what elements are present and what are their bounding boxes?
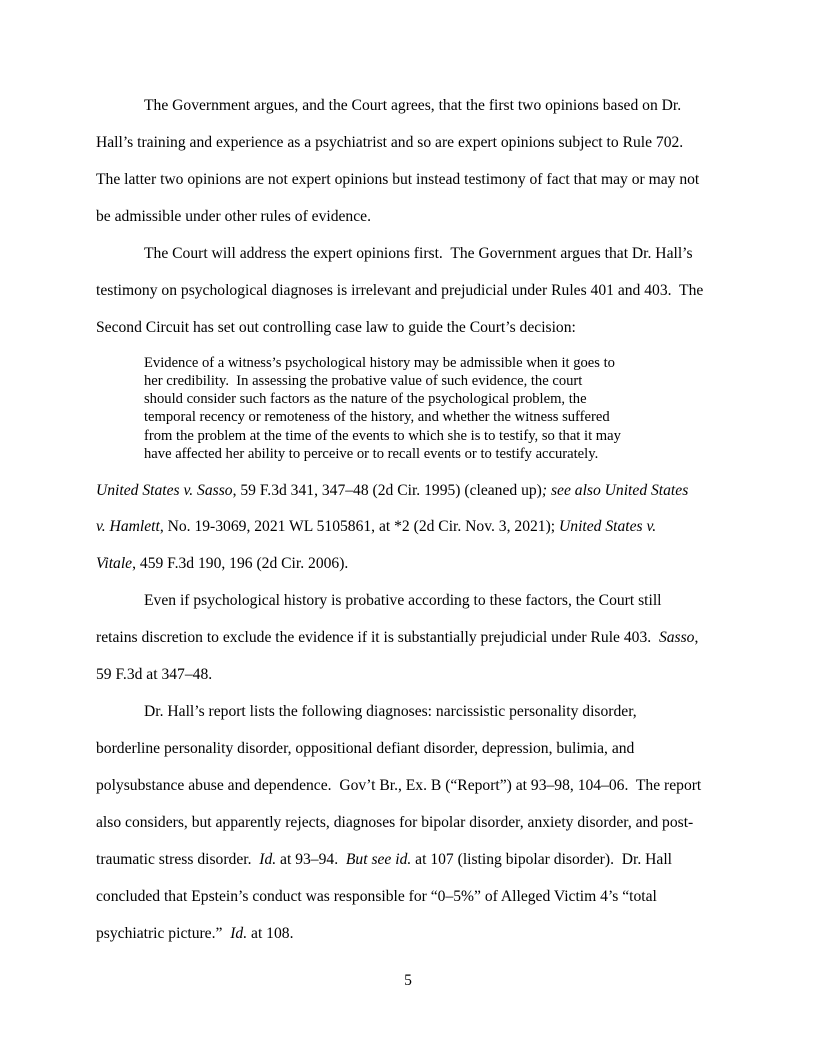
text-line: The Court will address the expert opinions first. The Government argues that Dr. Hall’s: [144, 245, 693, 262]
text-span: at 107 (listing bipolar disorder). Dr. Hall: [411, 851, 672, 868]
case-name: Sasso: [658, 629, 695, 646]
text-line: [96, 518, 656, 536]
case-name: United States v. Sasso: [96, 482, 233, 499]
text-line: [96, 629, 698, 647]
quote-line: from the problem at the time of the events to which she is to testify, so that it may: [144, 428, 621, 444]
text-line: Even if psychological history is probative according to these factors, the Court still: [144, 592, 662, 609]
text-line: [96, 925, 293, 943]
text-line: 59 F.3d at 347–48.: [96, 666, 213, 683]
text-line: Second Circuit has set out controlling case law to guide the Court’s decision:: [96, 319, 576, 336]
citation-signal: But see id.: [345, 851, 412, 868]
text-line: The Government argues, and the Court agrees, that the first two opinions based on Dr.: [144, 97, 682, 114]
text-line: [96, 482, 688, 500]
text-line: concluded that Epstein’s conduct was responsible for “0–5%” of Alleged Victim 4’s “total: [96, 888, 657, 905]
citation-signal: Id.: [259, 851, 277, 868]
page-number: 5: [404, 972, 412, 989]
case-name: v. Hamlett: [96, 518, 160, 535]
text-line: [96, 555, 348, 573]
citation-text: , No. 19-3069, 2021 WL 5105861, at *2 (2d Cir. Nov. 3, 2021);: [159, 518, 560, 535]
text-line: be admissible under other rules of evidence.: [96, 208, 371, 225]
text-line: polysubstance abuse and dependence. Gov’t Br., Ex. B (“Report”) at 93–98, 104–06. The report: [96, 777, 702, 794]
quote-line: temporal recency or remoteness of the history, and whether the witness suffered: [144, 409, 610, 425]
citation-signal: Id.: [230, 925, 248, 942]
text-span: traumatic stress disorder.: [96, 851, 260, 868]
text-span: psychiatric picture.”: [96, 925, 231, 942]
text-line: also considers, but apparently rejects, diagnoses for bipolar disorder, anxiety disorder, and post-: [96, 814, 694, 831]
text-line: testimony on psychological diagnoses is irrelevant and prejudicial under Rules 401 and 403. The: [96, 282, 704, 299]
citation-text: , 59 F.3d 341, 347–48 (2d Cir. 1995) (cleaned up): [232, 482, 542, 499]
text-span: at 93–94.: [276, 851, 346, 868]
quote-line: her credibility. In assessing the probative value of such evidence, the court: [144, 373, 583, 389]
text-span: at 108.: [247, 925, 294, 942]
text-line: [96, 851, 672, 869]
case-name: Vitale: [96, 555, 133, 572]
quote-line: have affected her ability to perceive or to recall events or to testify accurately.: [144, 446, 599, 462]
quote-line: Evidence of a witness’s psychological history may be admissible when it goes to: [144, 355, 615, 371]
text-line: borderline personality disorder, oppositional defiant disorder, depression, bulimia, and: [96, 740, 635, 757]
text-span: ,: [694, 629, 699, 646]
text-span: retains discretion to exclude the evidence if it is substantially prejudicial under Rule 403.: [96, 629, 659, 646]
citation-text: , 459 F.3d 190, 196 (2d Cir. 2006).: [132, 555, 349, 572]
quote-line: should consider such factors as the nature of the psychological problem, the: [144, 391, 587, 407]
case-name: United States v.: [559, 518, 657, 535]
text-line: The latter two opinions are not expert opinions but instead testimony of fact that may or may not: [96, 171, 700, 188]
signal-text: ; see also United States: [541, 482, 689, 499]
text-line: Dr. Hall’s report lists the following diagnoses: narcissistic personality disorder,: [144, 703, 637, 720]
text-line: Hall’s training and experience as a psychiatrist and so are expert opinions subject to Rule 702.: [96, 134, 684, 151]
